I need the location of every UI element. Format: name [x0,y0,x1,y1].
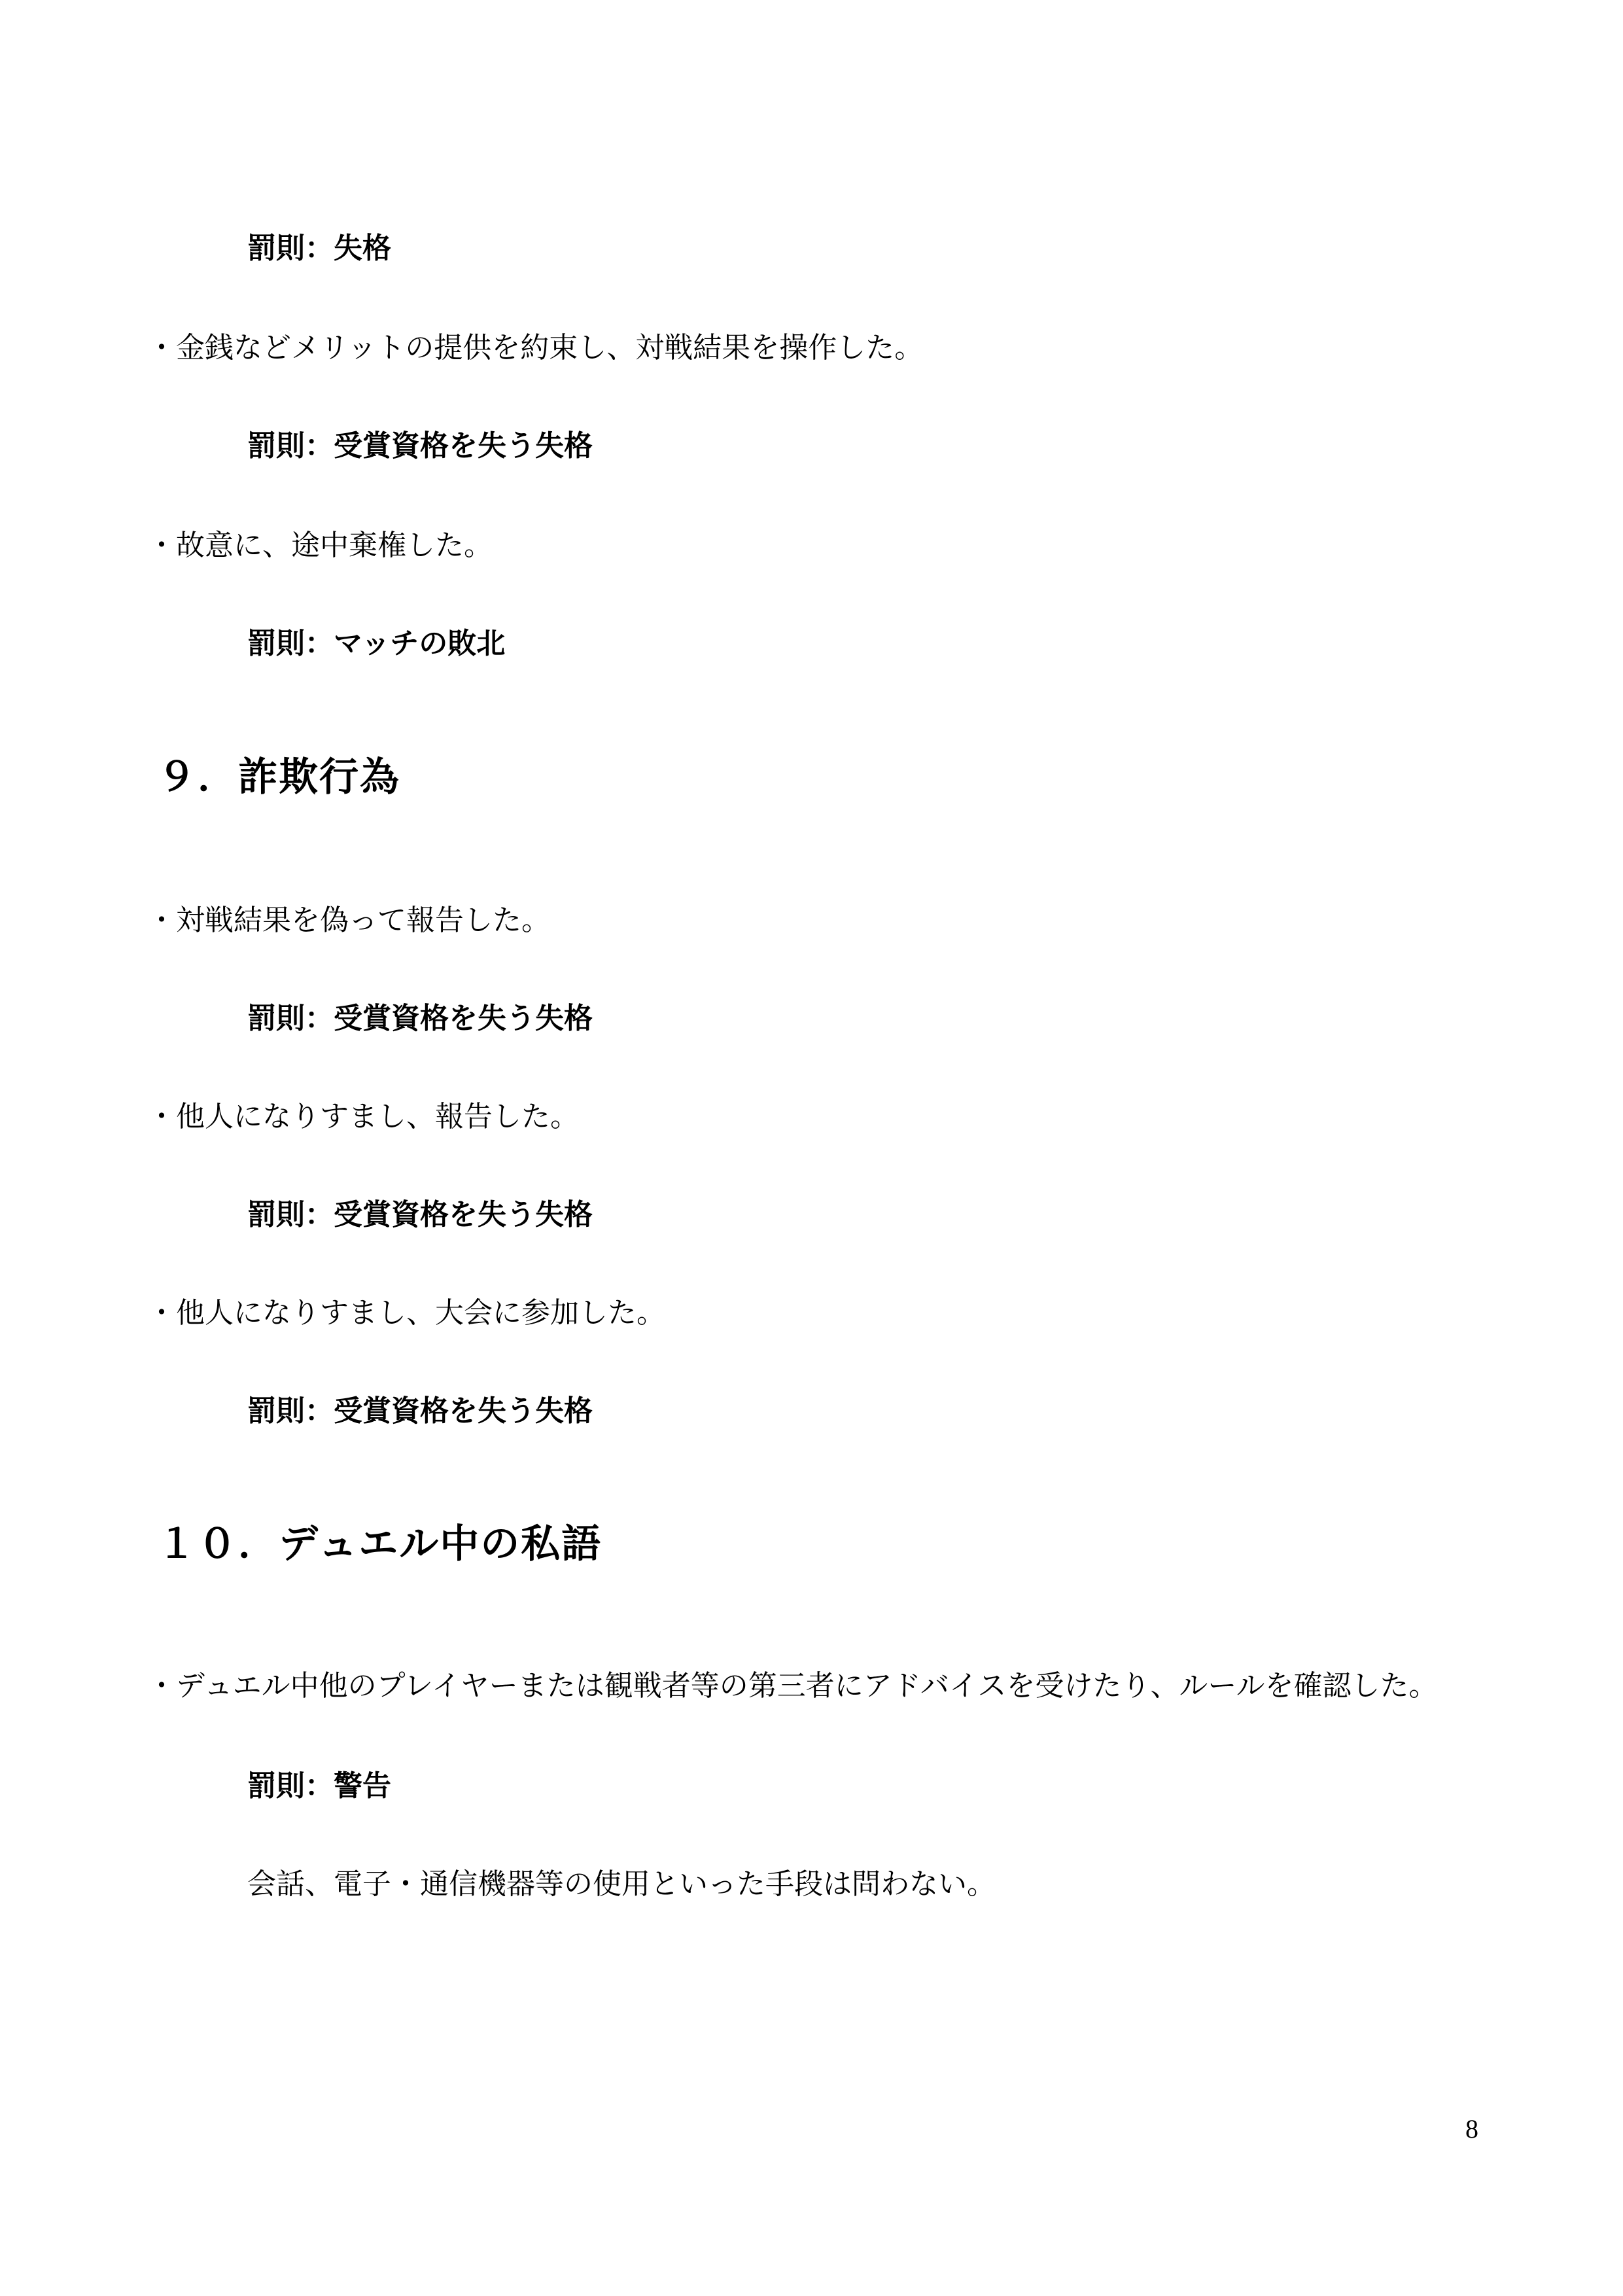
penalty-disqualification-without-prize: 罰則：受賞資格を失う失格 [247,1394,593,1428]
penalty-disqualification-without-prize: 罰則：受賞資格を失う失格 [247,1198,593,1231]
penalty-match-loss: 罰則：マッチの敗北 [247,627,506,660]
rule-item-intentional-concession: ・故意に、途中棄権した。 [147,529,493,562]
penalty-disqualification-without-prize: 罰則：受賞資格を失う失格 [247,1002,593,1035]
penalty-warning: 罰則：警告 [247,1769,391,1803]
penalty-disqualification: 罰則：失格 [247,232,391,265]
penalty-note: 会話、電子・通信機器等の使用といった手段は問わない。 [247,1867,996,1901]
rule-item-outside-assistance: ・デュエル中他のプレイヤーまたは観戦者等の第三者にアドバイスを受けたり、ルールを確認した。 [147,1669,1438,1703]
section-heading-fraud: ９．詐欺行為 [157,754,400,800]
rule-item-match-fixing: ・金銭などメリットの提供を約束し、対戦結果を操作した。 [147,331,924,364]
rule-item-false-report: ・対戦結果を偽って報告した。 [147,904,550,937]
rule-item-impersonation-entry: ・他人になりすまし、大会に参加した。 [147,1296,665,1330]
section-heading-talking-during-duel: １０．デュエル中の私語 [157,1521,602,1567]
rule-item-impersonation-report: ・他人になりすまし、報告した。 [147,1100,579,1133]
penalty-disqualification-without-prize: 罰則：受賞資格を失う失格 [247,429,593,463]
page-number: 8 [1465,2114,1478,2144]
